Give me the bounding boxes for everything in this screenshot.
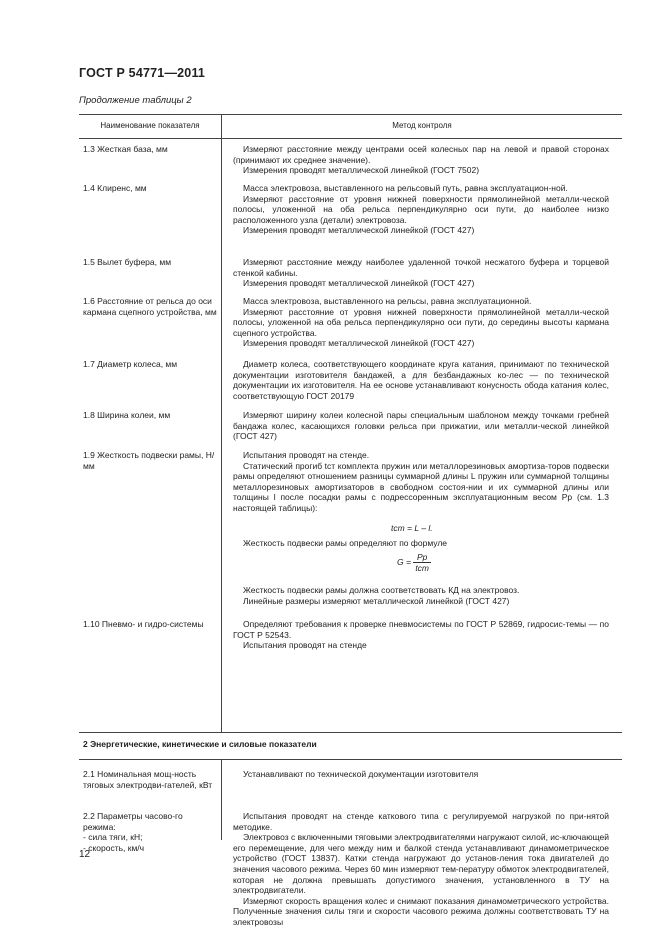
row-method-cont: Жесткость подвески рамы определяют по формуле (243, 538, 448, 548)
row-name: 1.7 Диаметр колеса, мм (83, 359, 178, 369)
row-method: Устанавливают по технической документации изготовителя (243, 769, 479, 779)
row-name: 1.6 Расстояние от рельса до оси кармана сцепного устройства, мм (83, 296, 217, 317)
subitem-speed: - скорость, км/ч (83, 842, 145, 853)
row-method: Диаметр колеса, соответствующего координате круга катания, принимают по технической документации изготовителя бандажей, а для безбандажных ко-лес — по технической документации их изготовителя. На ее основе устанавливают конусность обода катания колес, соответствующую ГОСТ 20179 (233, 359, 609, 401)
row-method: Определяют требования к проверке пневмосистемы по ГОСТ Р 52869, гидросис-темы — по ГОСТ Р 52543. Испытания проводят на стенде (233, 619, 609, 651)
row-name: 2.2 Параметры часово-го режима: - сила тяги, кН; - скорость, км/ч (83, 811, 217, 853)
row-name: 1.4 Клиренс, мм (83, 183, 147, 193)
row-name: 2.1 Номинальная мощ-ность тяговых электродви-гателей, кВт (83, 769, 213, 790)
column-header-method: Метод контроля (392, 121, 452, 130)
document-standard-code: ГОСТ Р 54771—2011 (79, 66, 206, 80)
row-name: 1.10 Пневмо- и гидро-системы (83, 619, 204, 629)
section-title: 2 Энергетические, кинетические и силовые показатели (83, 739, 317, 749)
subitem-traction: - сила тяги, кН; (83, 832, 143, 843)
column-header-indicator: Наименование показателя (100, 121, 200, 130)
row-method: Измеряют ширину колеи колесной пары специальным шаблоном между точками гребней бандажа колес, касающихся головки рельса при прижатии, или металли-ческой линейкой (ГОСТ 427) (233, 410, 609, 442)
row-name: 1.3 Жесткая база, мм (83, 144, 168, 154)
table-continuation-label: Продолжение таблицы 2 (79, 95, 192, 106)
row-method: Масса электровоза, выставленного на рельсы, равна эксплуатационной. Измеряют расстояние от уровня нижней поверхности прямолинейной металли-ческой полосы, уложенной на оба рельса перпендикулярно оси пути, до середины высоты кармана сцепного устройства. Измерения проводят металлической линейкой (ГОСТ 427) (233, 296, 609, 349)
row-name: 1.9 Жесткость подвески рамы, Н/мм (83, 450, 215, 471)
row-method-cont: Жесткость подвески рамы должна соответствовать КД на электровоз. Линейные размеры измеряют металлической линейкой (ГОСТ 427) (243, 585, 520, 606)
row-method: Измеряют расстояние между наиболее удаленной точкой несжатого буфера и торцевой стенкой кабины. Измерения проводят металлической линейкой (ГОСТ 427) (233, 257, 609, 289)
row-name: 1.8 Ширина колеи, мм (83, 410, 171, 420)
row-method: Испытания проводят на стенде. Статический прогиб tст комплекта пружин или металлорезиновых амортиза-торов подвески рамы определяют отношением разницы суммарной длины L пружин или суммарной толщины металлорезиновых амортизаторов в свободном состоя-нии и их суммарной длины или толщины l после посадки рамы с подрессоренным эксплуатационным весом Pp (см. 1.3 настоящей таблицы): (233, 450, 609, 513)
formula-deflection: tст = L – l. (391, 523, 433, 533)
formula-stiffness: G = $\frac{Pр}{\text{tст}}$ (397, 552, 430, 573)
row-method: Измеряют расстояние между центрами осей колесных пар на левой и правой сторонах (принимают их среднее значение). Измерения проводят металлической линейкой (ГОСТ 7502) (233, 144, 609, 176)
page-number: 12 (79, 849, 91, 860)
row-name: 1.5 Вылет буфера, мм (83, 257, 172, 267)
row-method: Испытания проводят на стенде каткового типа с регулируемой нагрузкой по при-нятой методике. Электровоз с включенными тяговыми электродвигателями нагружают силой, ис-ключающей его перемещение, для чего между ним и балкой стенда устанавливают динамометрическое устройство (ГОСТ 13837). Катки стенда нагружают до установ-ления тока двигателей до значения часового режима. Через 60 мин измеряют тем-пературу обмоток электродвигателей, которая не должна превышать допустимого значения, установленного в ТУ на электродвигатели. Измеряют скорость вращения колес и снимают показания динамометрического устройства. Полученные значения силы тяги и скорости часового режима должны соответствовать ТУ на электровозы (233, 811, 609, 927)
row-method: Масса электровоза, выставленного на рельсовый путь, равна эксплуатацион-ной. Измеряют расстояние от уровня нижней поверхности прямолинейной металли-ческой полосы, уложенной на оба рельса перпендикулярно оси пути, до наиболее низко расположенного узла (детали) электровоза. Измерения проводят металлической линейкой (ГОСТ 427) (233, 183, 609, 236)
